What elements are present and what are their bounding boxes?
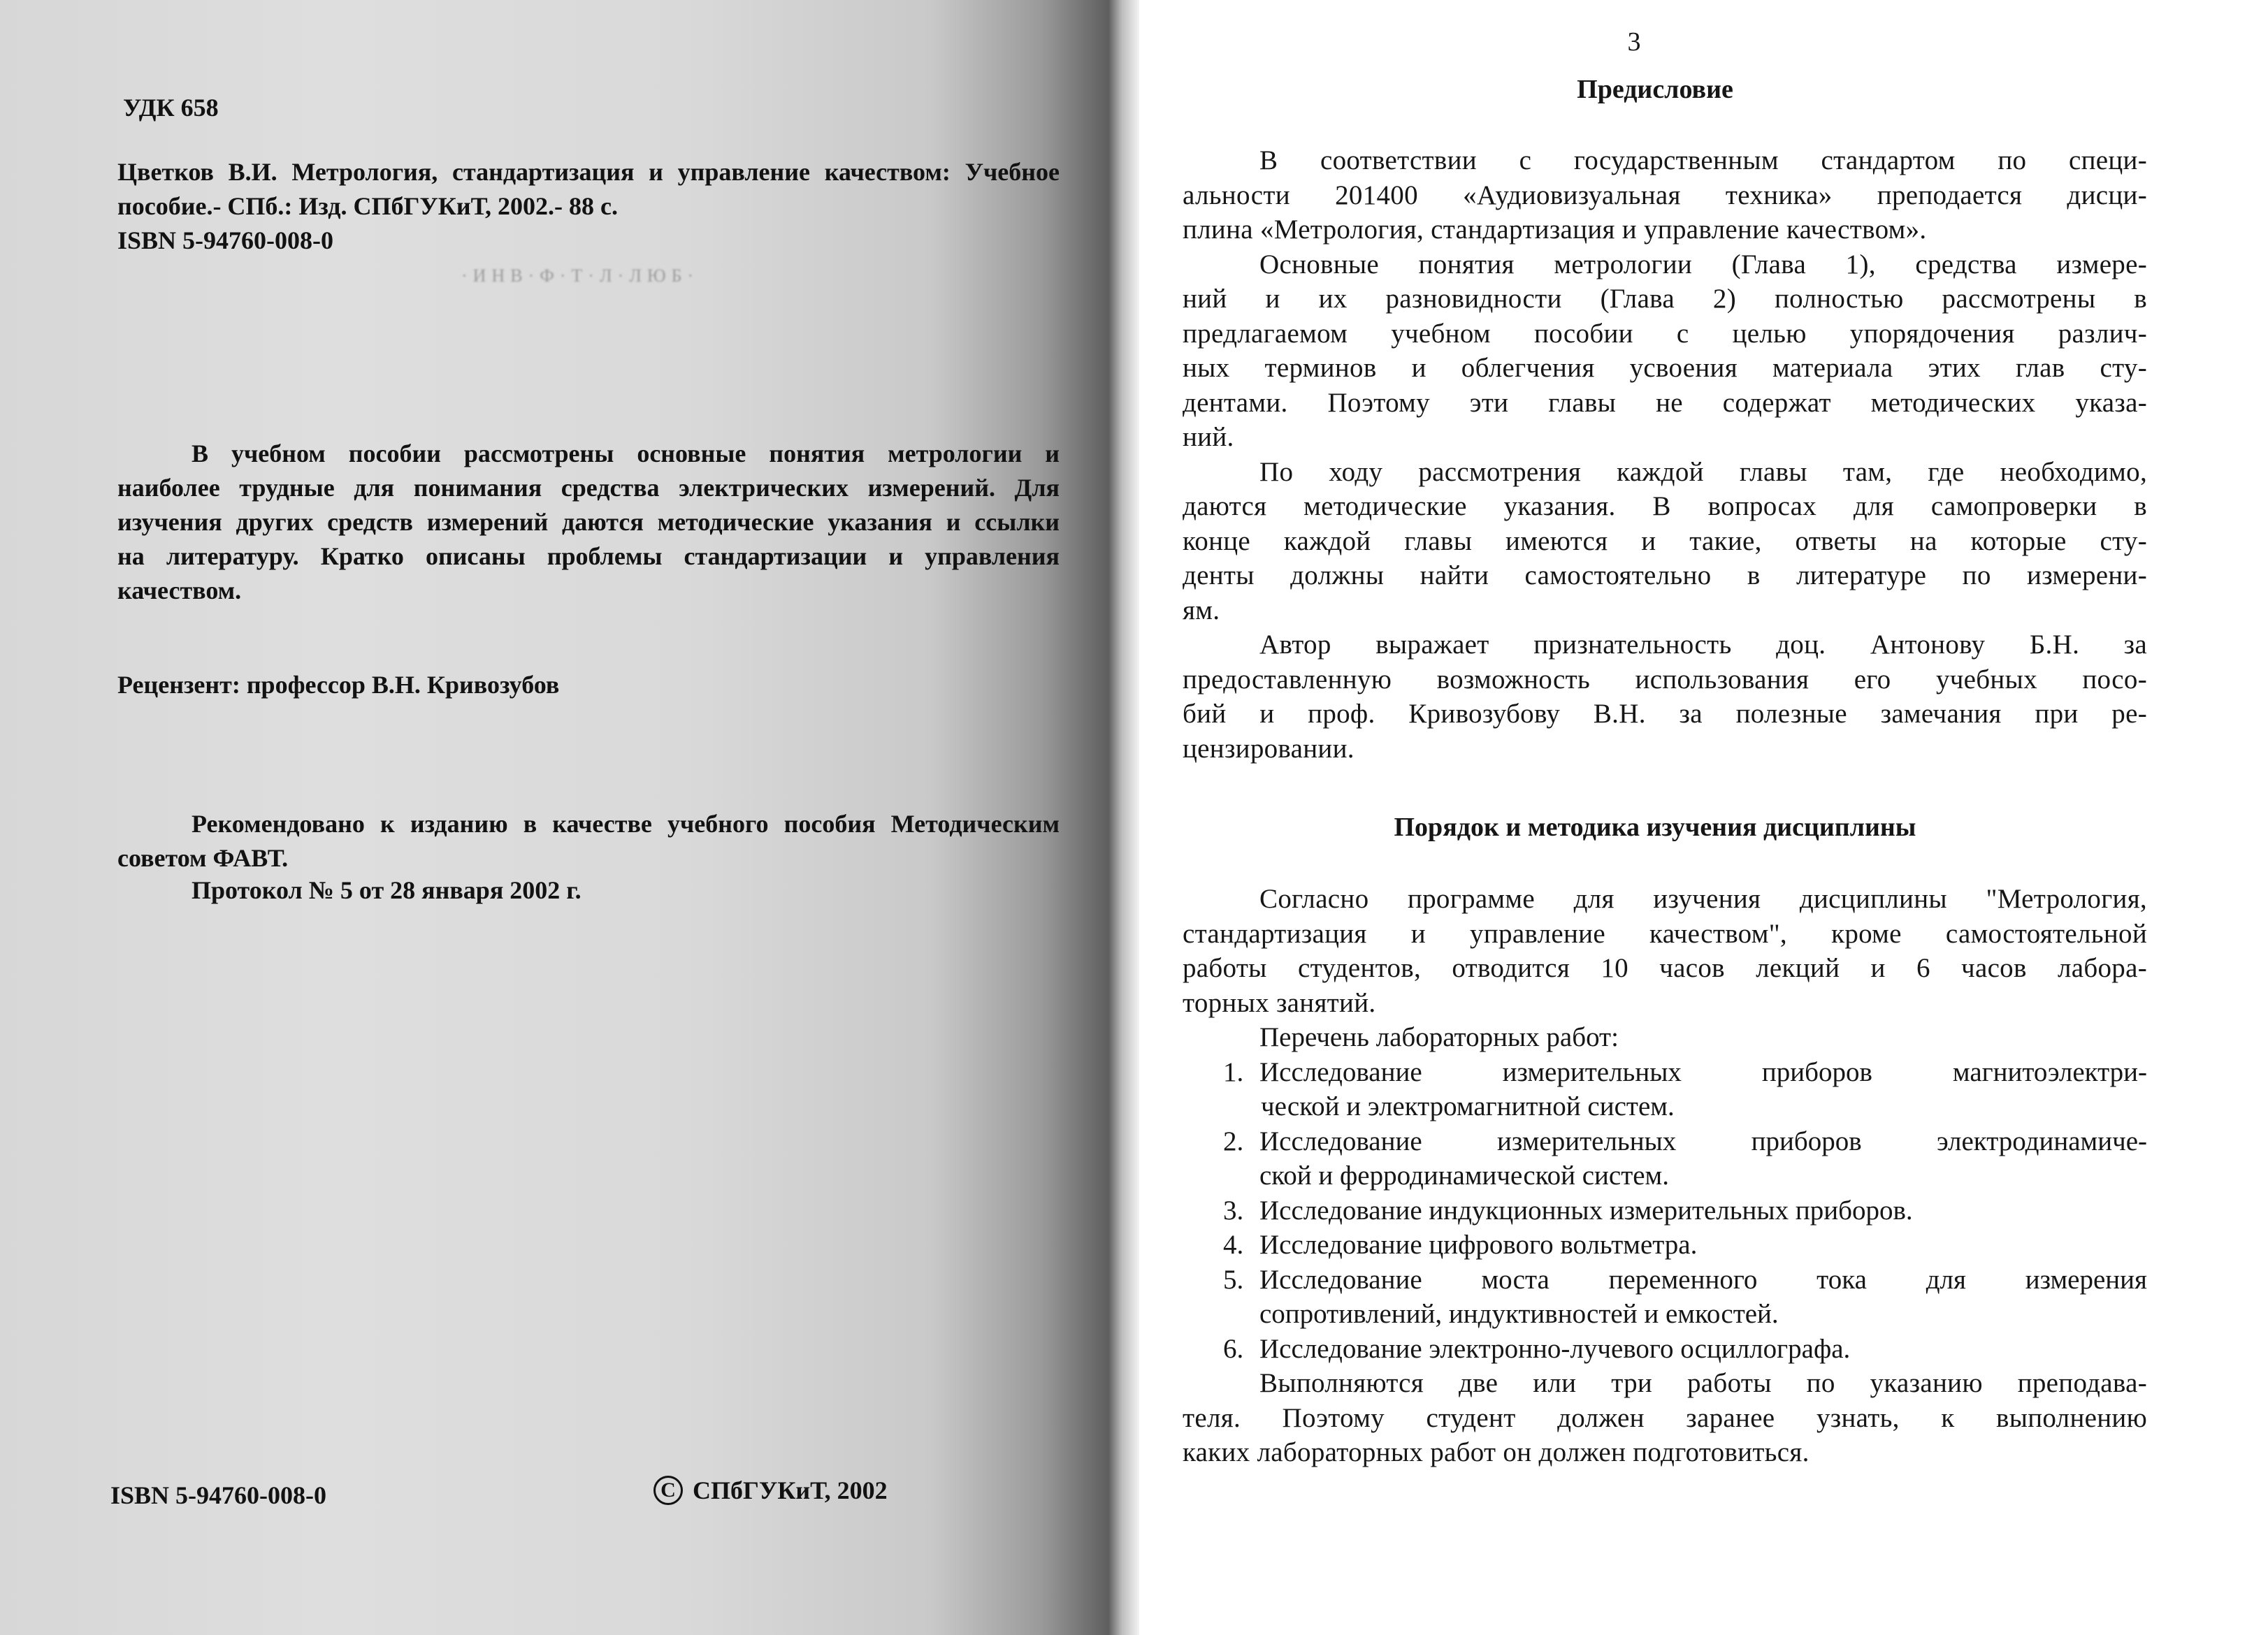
citation-isbn: ISBN 5-94760-008-0: [117, 226, 334, 254]
labs-list: [1183, 1020, 2147, 1366]
book-gutter: [1108, 0, 1139, 1635]
preface-line: плина «Метрология, стандартизация и управление качеством».: [1183, 215, 1927, 245]
abstract-line: на литературу. Кратко описаны проблемы стандартизации и управления: [117, 542, 1060, 570]
study-line: работы студентов, отводится 10 часов лекций и 6 часов лабора-: [1183, 953, 2147, 983]
preface-line: Основные понятия метрологии (Глава 1), средства измере-: [1259, 249, 2147, 279]
lab-item: [1183, 1228, 2147, 1263]
lab-item: [1183, 1263, 2147, 1332]
section-title: Порядок и методика изучения дисциплины: [1394, 813, 1916, 842]
footer-isbn: ISBN 5-94760-008-0: [110, 1481, 327, 1509]
preface-line: ям.: [1183, 595, 1220, 625]
closing-line: Выполняются две или три работы по указанию преподава-: [1259, 1368, 2147, 1398]
preface-line: альности 201400 «Аудиовизуальная техника» преподается дисци-: [1183, 180, 2147, 210]
abstract-block: [117, 437, 1060, 608]
preface-line: По ходу рассмотрения каждой главы там, где необходимо,: [1259, 456, 2147, 487]
closing-paragraph: [1183, 1366, 2147, 1470]
lab-text: Исследование цифрового вольтметра.: [1259, 1230, 1698, 1260]
preface-line: конце каждой главы имеются и такие, ответы на которые сту-: [1183, 525, 2147, 556]
lab-text: Исследование измерительных приборов электродинамиче-: [1259, 1126, 2147, 1156]
lab-text: Исследование индукционных измерительных приборов.: [1259, 1195, 1913, 1226]
preface-line: В соответствии с государственным стандартом по специ-: [1259, 145, 2147, 175]
closing-line: каких лабораторных работ он должен подготовиться.: [1183, 1437, 1810, 1467]
study-line: стандартизация и управление качеством", кроме самостоятельной: [1183, 918, 2147, 949]
preface-title: Предисловие: [1577, 75, 1733, 104]
citation-block: [117, 155, 1060, 258]
preface-line: цензировании.: [1183, 733, 1355, 764]
lab-text: ческой и электромагнитной систем.: [1261, 1091, 1675, 1121]
preface-line: бий и проф. Кривозубову В.Н. за полезные замечания при ре-: [1183, 699, 2147, 729]
protocol-line: Протокол № 5 от 28 января 2002 г.: [192, 876, 582, 904]
preface-line: ний.: [1183, 422, 1234, 452]
lab-text: ской и ферродинамической систем.: [1259, 1161, 1669, 1191]
preface-line: денты должны найти самостоятельно в литературе по измерени-: [1183, 560, 2147, 590]
abstract-line: изучения других средств измерений даются методические указания и ссылки: [117, 508, 1060, 536]
recommendation-line: советом ФАВТ.: [117, 844, 289, 872]
copyright-icon: C: [653, 1476, 683, 1505]
abstract-line: В учебном пособии рассмотрены основные понятия метрологии и: [192, 439, 1060, 467]
abstract-line: качеством.: [117, 576, 242, 604]
lab-number: 3.: [1223, 1195, 1244, 1226]
preface-line: предоставленную возможность использования его учебных посо-: [1183, 664, 2147, 695]
copyright-block: [653, 1476, 888, 1505]
lab-number: 2.: [1223, 1126, 1244, 1156]
lab-text: Исследование электронно-лучевого осциллографа.: [1259, 1333, 1851, 1364]
preface-line: предлагаемом учебном пособии с целью упорядочения различ-: [1183, 318, 2147, 349]
lab-item: [1183, 1332, 2147, 1367]
lab-text: сопротивлений, индуктивностей и емкостей.: [1259, 1299, 1779, 1329]
preface-line: даются методические указания. В вопросах для самопроверки в: [1183, 491, 2147, 521]
lab-text: Исследование измерительных приборов магнитоэлектри-: [1259, 1056, 2147, 1087]
preface-line: ний и их разновидности (Глава 2) полностью рассмотрены в: [1183, 284, 2147, 314]
preface-line: ных терминов и облегчения усвоения материала этих глав сту-: [1183, 353, 2147, 383]
recommendation-line: Рекомендовано к изданию в качестве учебного пособия Методическим: [192, 810, 1060, 838]
lab-number: 1.: [1223, 1056, 1244, 1087]
citation-line: пособие.- СПб.: Изд. СПбГУКиТ, 2002.- 88 с.: [117, 192, 618, 220]
copyright-text: СПбГУКиТ, 2002: [693, 1476, 888, 1504]
study-line: Согласно программе для изучения дисциплины "Метрология,: [1259, 884, 2147, 914]
left-page: [0, 0, 1108, 1635]
preface-text: [1183, 143, 2147, 766]
recommendation-block: [117, 807, 1060, 875]
preface-line: дентами. Поэтому эти главы не содержат методических указа-: [1183, 387, 2147, 418]
page-number: 3: [1627, 27, 1641, 57]
lab-number: 5.: [1223, 1264, 1244, 1295]
right-page: [1139, 0, 2268, 1635]
lab-item: [1183, 1124, 2147, 1193]
study-line: торных занятий.: [1183, 987, 1376, 1018]
lab-item: [1183, 1055, 2147, 1124]
closing-line: теля. Поэтому студент должен заранее узнать, к выполнению: [1183, 1402, 2147, 1433]
citation-line: Цветков В.И. Метрология, стандартизация и управление качеством: Учебное: [117, 158, 1060, 186]
faded-library-stamp: ·ИНВ·Ф·Т·Л·ЛЮБ·: [461, 266, 700, 286]
labs-intro: Перечень лабораторных работ:: [1259, 1022, 1619, 1052]
lab-number: 4.: [1223, 1230, 1244, 1260]
lab-text: Исследование моста переменного тока для измерения: [1259, 1264, 2147, 1295]
reviewer-line: Рецензент: профессор В.Н. Кривозубов: [117, 671, 560, 699]
lab-number: 6.: [1223, 1333, 1244, 1364]
udk-code: УДК 658: [123, 94, 219, 122]
study-paragraph: [1183, 882, 2147, 1020]
preface-line: Автор выражает признательность доц. Антонову Б.Н. за: [1259, 630, 2147, 660]
lab-item: [1183, 1193, 2147, 1228]
abstract-line: наиболее трудные для понимания средства электрических измерений. Для: [117, 474, 1060, 502]
